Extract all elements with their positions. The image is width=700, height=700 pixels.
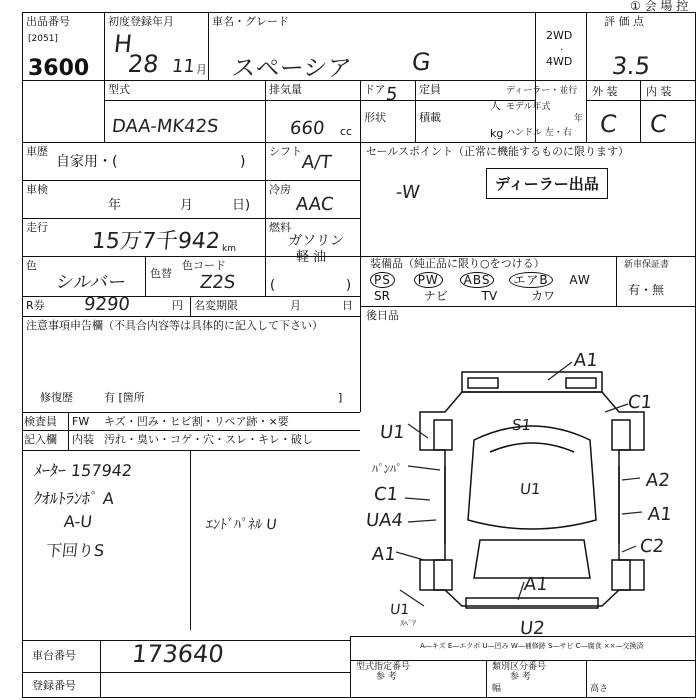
memo-right: ｴﾝﾄﾞﾊﾟﾈﾙ U: [205, 517, 278, 533]
dealer-label: ディーラー・並行: [506, 86, 578, 96]
dmg-u1-left: U1: [378, 422, 406, 443]
dmg-u1-roof: U1: [519, 480, 542, 498]
type-value: DAA-MK42S: [110, 116, 220, 137]
sales-note: -W: [394, 182, 421, 203]
model-name: スペーシア: [230, 54, 353, 82]
equip-airbag: エアB: [509, 272, 552, 288]
dealer-badge: ディーラー出品: [486, 168, 608, 199]
first-reg-label: 初度登録年月: [108, 15, 174, 28]
equip-aw: AW: [569, 273, 591, 287]
mileage-label: 走行: [26, 221, 48, 234]
dmg-c1-right: C1: [626, 392, 654, 413]
month-value: 11: [170, 56, 197, 77]
legend-label2: 類別区分番号: [492, 662, 547, 672]
recycle-value: 9290: [82, 294, 131, 315]
legend-ref1: 参 考: [376, 672, 397, 682]
day-unit2: 日: [342, 299, 353, 312]
chassis-value: 173640: [130, 640, 226, 668]
ext-grade: C: [598, 110, 619, 138]
model-year-label: モデル年式: [506, 102, 551, 112]
recycle-label: R券: [26, 299, 45, 312]
dmg-s1: S1: [511, 416, 533, 434]
dmg-a1-right: A1: [646, 504, 673, 525]
plate-label: 登録番号: [32, 679, 76, 692]
reg-expiry-label: 名変期限: [194, 299, 238, 312]
rear-label: 後日品: [366, 309, 399, 322]
dmg-c2-right: C2: [638, 536, 666, 557]
auction-sheet: ① 会 場 控 出品番号 [2051] 3600 初度登録年月 H 28 11 月 車名・グレード スペーシア G 2WD · 4WD 評 価 点 3.5 型式 DAA-MK42S 排気量 660 cc ドア 5 形状 定員 人 積載 kg ディーラー・並行 モデル年式 年 ハンドル 左・右 外 装 内 装 C C 車歴 自家用・( ) シフト A/T 車検 年 月 日) 冷房 AAC 走行 15万7千942 km 燃料 ガソリン 軽 油 色 シルバー 色替 色コード Z2S ( ) R券 9290 円 名変期限 月 日 注意事項申告欄（不具合内容等は具体的に記入して下さい） 修復歴 有 [箇所 ] セールスポイント（正常に機能するものに限ります） -W ディーラー出品 装備品（純正品に限り○をつける） 新車保証書 PS PW ABS エアB AW SR ナビ TV カワ 有・無 後日品 検査員 記入欄 FW 内装 キズ・凹み・ヒビ割・リペア跡・×要 汚れ・臭い・コゲ・穴・スレ・キレ・破し ﾒｰﾀｰ 157942 ｸｵﾙﾄﾗﾝﾎﾟ A A-U 下回りS ｴﾝﾄﾞﾊﾟﾈﾙ U 車台番号 173640 登録番号 A1 C1 S1 U1 U1 A2 A1 C2 A1 U2 ﾊﾟﾝﾊﾟ C1 UA4 A1 ｽﾍﾟｱ U1 A―キズ E―エクボ U―凹み W―補修跡 S―サビ C―腐食 ××―交換済 型式指定番号 参 考 類別区分番号 参 考 幅 高さ: [0, 0, 700, 700]
color-no-label: 色替: [150, 267, 172, 280]
mileage-value: 15万7千942: [90, 229, 222, 254]
month-unit3: 月: [290, 299, 301, 312]
dmg-ua4-left: UA4: [364, 510, 405, 531]
int-grade: C: [648, 110, 669, 138]
repair-value: 有 [箇所: [104, 391, 145, 404]
dmg-a1-rear: A1: [522, 574, 549, 595]
bottom-w: 幅: [492, 684, 502, 694]
month-unit: 月: [196, 63, 207, 76]
equip-tv: TV: [481, 289, 498, 303]
score-value: 3.5: [610, 52, 652, 80]
equip-ps: PS: [370, 272, 395, 288]
cap-label: 定員: [419, 83, 441, 96]
warranty-value: 有・無: [628, 283, 665, 297]
fw-items: キズ・凹み・ヒビ割・リペア跡・×要: [104, 415, 289, 428]
dmg-u1-extra: U1: [389, 602, 410, 618]
fw-label: FW: [72, 415, 90, 428]
record-label: 記入欄: [24, 433, 57, 446]
drive-4wd: 4WD: [546, 55, 573, 68]
legend-label1: 型式指定番号: [356, 662, 411, 672]
equip-kawa: カワ: [531, 289, 556, 303]
year-unit: 年: [108, 198, 122, 213]
drive-2wd: 2WD: [546, 29, 573, 42]
int-items: 汚れ・臭い・コゲ・穴・スレ・キレ・破し: [104, 433, 313, 446]
ext-label: 外 装: [592, 85, 618, 98]
dmg-u2-rear: U2: [518, 618, 546, 639]
dmg-a2-right: A2: [644, 470, 671, 491]
inspection-label: 車検: [26, 183, 48, 196]
memo-line-1: ﾒｰﾀｰ 157942: [32, 461, 134, 480]
handle-label: ハンドル 左・右: [506, 128, 572, 138]
dmg-c1-left: C1: [372, 484, 400, 505]
disp-label: 排気量: [269, 83, 302, 96]
inspector-label: 検査員: [24, 415, 57, 428]
equip-abs: ABS: [460, 272, 495, 288]
shift-value: A/T: [300, 152, 333, 173]
type-label: 型式: [108, 83, 130, 96]
ac-value: AAC: [294, 194, 335, 215]
legend-ref2: 参 考: [510, 672, 531, 682]
equip-pw: PW: [414, 272, 443, 288]
dmg-spare-tag: ｽﾍﾟｱ: [399, 619, 417, 628]
sales-label: セールスポイント（正常に機能するものに限ります）: [366, 145, 630, 158]
year-value: 28: [126, 50, 161, 78]
shape-label: 形状: [364, 111, 386, 124]
fuel-value: ガソリン: [287, 233, 345, 249]
notes-label: 注意事項申告欄（不具合内容等は具体的に記入して下さい）: [26, 319, 323, 332]
dmg-bumper-tag: ﾊﾟﾝﾊﾟ: [371, 462, 403, 476]
model-year-unit: 年: [574, 114, 584, 124]
lot-label: 出品番号: [26, 15, 70, 28]
memo-line-2: ｸｵﾙﾄﾗﾝﾎﾟ A: [32, 489, 115, 508]
load-label: 積載: [419, 111, 441, 124]
km-unit: km: [222, 244, 236, 254]
yen-unit: 円: [172, 299, 183, 312]
month-unit2: 月: [180, 198, 194, 213]
ac-label: 冷房: [269, 183, 291, 196]
legend-text: A―キズ E―エクボ U―凹み W―補修跡 S―サビ C―腐食 ××―交換済: [420, 642, 644, 650]
fuel-label: 燃料: [269, 221, 291, 234]
interior-label: 内装: [72, 433, 94, 446]
repair-label: 修復歴: [40, 391, 73, 404]
chassis-label: 車台番号: [32, 649, 76, 662]
lot-number: 3600: [28, 56, 90, 81]
memo-line-4: 下回りS: [44, 541, 106, 560]
color-value: シルバー: [54, 272, 128, 293]
color-label: 色: [26, 259, 37, 272]
equip-label: 装備品（純正品に限り○をつける）: [370, 257, 545, 270]
grade-value: G: [410, 48, 433, 76]
door-value: 5: [384, 84, 399, 105]
dmg-a1-top: A1: [572, 350, 599, 371]
stamp-text: ① 会 場 控: [630, 0, 689, 13]
cap-unit: 人: [490, 99, 501, 112]
dmg-a1-left: A1: [370, 544, 397, 565]
disp-unit: cc: [340, 125, 353, 138]
door-label: ドア: [364, 83, 386, 96]
new-warranty-label: 新車保証書: [624, 260, 670, 270]
usage-value: 自家用・(: [56, 154, 118, 170]
shift-label: シフト: [269, 145, 302, 158]
equip-sr: SR: [374, 289, 390, 303]
disp-value: 660: [288, 118, 326, 139]
model-label: 車名・グレード: [212, 15, 289, 28]
color-code-label: 色コード: [182, 259, 226, 272]
day-unit: 日): [232, 198, 251, 213]
load-unit: kg: [490, 127, 504, 140]
lot-sub: [2051]: [28, 34, 58, 44]
int-label: 内 装: [646, 85, 672, 98]
usage-label: 車歴: [26, 145, 48, 158]
memo-line-3: A-U: [63, 512, 94, 531]
era-value: H: [112, 30, 134, 58]
bottom-h: 高さ: [590, 684, 609, 694]
fuel-option: 軽 油: [296, 250, 327, 265]
score-label: 評 価 点: [604, 15, 644, 28]
color-code: Z2S: [198, 272, 237, 293]
equip-navi: ナビ: [423, 289, 448, 303]
